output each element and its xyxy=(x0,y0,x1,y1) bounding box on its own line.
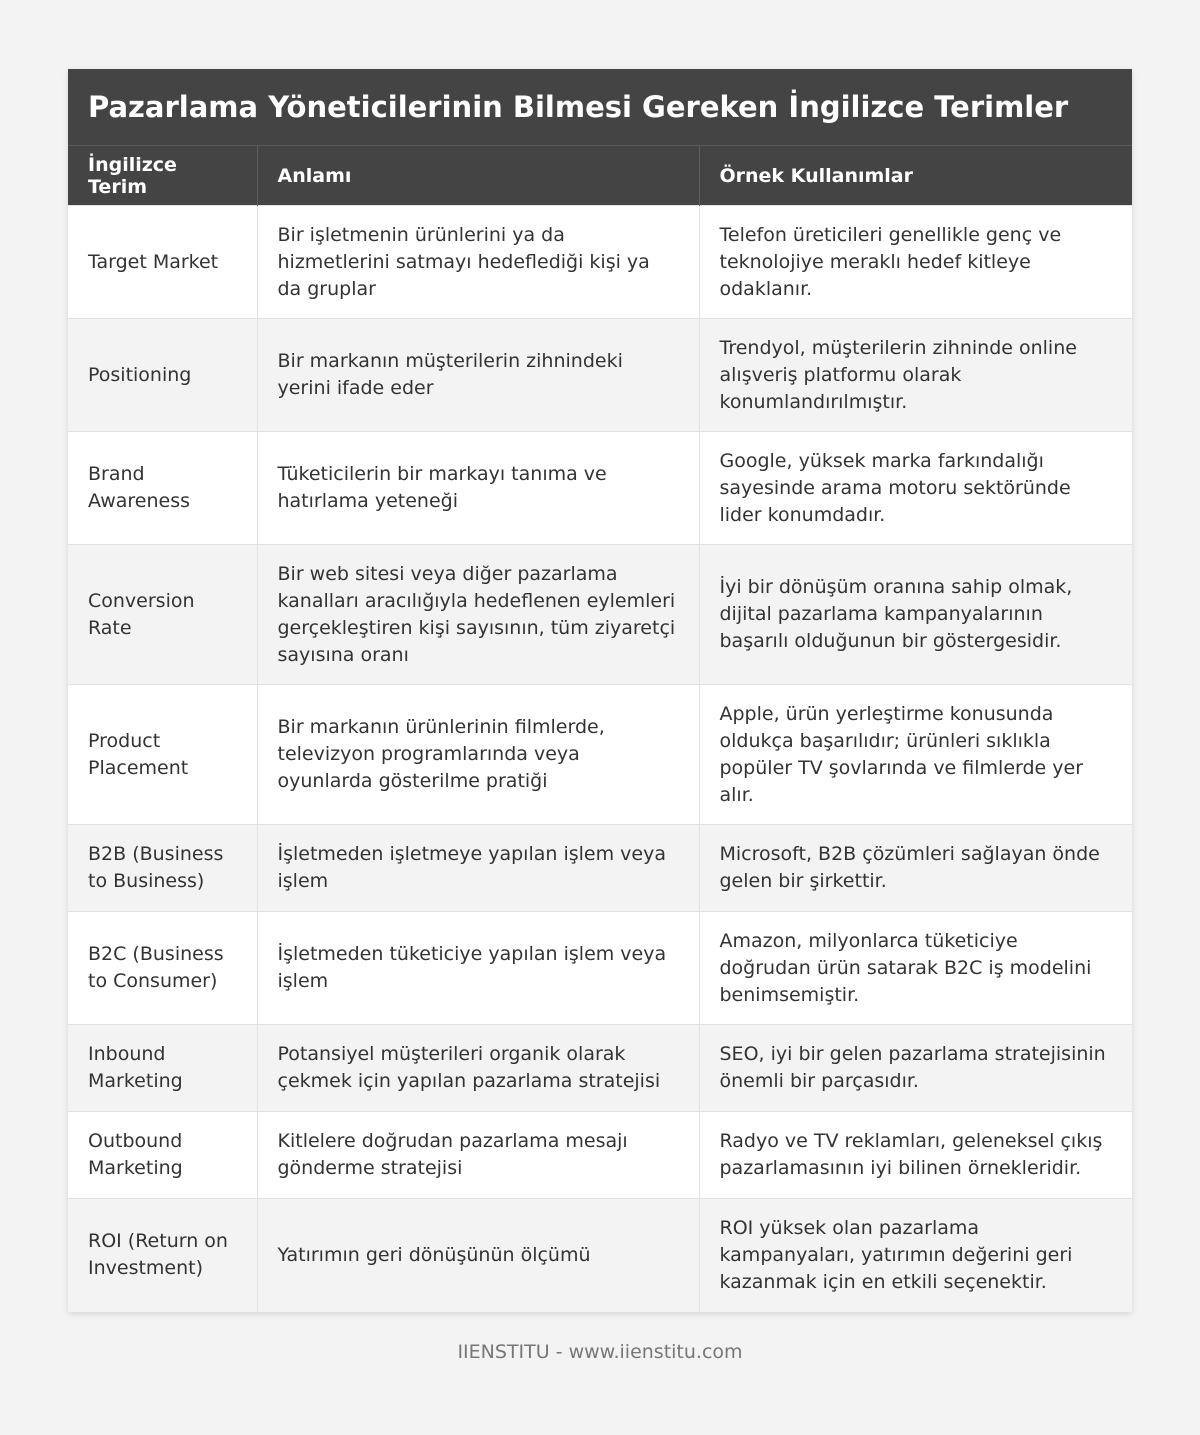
table-row xyxy=(68,545,1132,685)
column-header-example: Örnek Kullanımlar xyxy=(699,146,1132,206)
table-row xyxy=(68,1199,1132,1312)
meaning-cell: Potansiyel müşterileri organik olarak çekmek için yapılan pazarlama stratejisi xyxy=(257,1025,699,1112)
terms-table xyxy=(68,146,1132,1312)
table-row xyxy=(68,432,1132,545)
page-title: Pazarlama Yöneticilerinin Bilmesi Gereken İngilizce Terimler xyxy=(88,90,1069,124)
meaning-cell: İşletmeden tüketiciye yapılan işlem veya işlem xyxy=(257,912,699,1025)
header-row xyxy=(68,146,1132,206)
table-row xyxy=(68,1025,1132,1112)
table-row xyxy=(68,319,1132,432)
example-cell: Apple, ürün yerleştirme konusunda oldukça başarılıdır; ürünleri sıklıkla popüler TV şovlarında ve filmlerde yer alır. xyxy=(699,685,1132,825)
meaning-cell: Bir işletmenin ürünlerini ya da hizmetlerini satmayı hedeflediği kişi ya da gruplar xyxy=(257,206,699,319)
term-cell: Outbound Marketing xyxy=(68,1112,257,1199)
meaning-cell: Bir markanın ürünlerinin filmlerde, televizyon programlarında veya oyunlarda gösterilme pratiği xyxy=(257,685,699,825)
meaning-cell: Tüketicilerin bir markayı tanıma ve hatırlama yeteneği xyxy=(257,432,699,545)
example-cell: İyi bir dönüşüm oranına sahip olmak, dijital pazarlama kampanyalarının başarılı olduğunun bir göstergesidir. xyxy=(699,545,1132,685)
term-cell: Product Placement xyxy=(68,685,257,825)
table-row xyxy=(68,206,1132,319)
term-cell: Brand Awareness xyxy=(68,432,257,545)
example-cell: Trendyol, müşterilerin zihninde online alışveriş platformu olarak konumlandırılmıştır. xyxy=(699,319,1132,432)
table-row xyxy=(68,685,1132,825)
meaning-cell: Bir markanın müşterilerin zihnindeki yerini ifade eder xyxy=(257,319,699,432)
example-cell: Google, yüksek marka farkındalığı sayesinde arama motoru sektöründe lider konumdadır. xyxy=(699,432,1132,545)
table-row xyxy=(68,825,1132,912)
example-cell: ROI yüksek olan pazarlama kampanyaları, yatırımın değerini geri kazanmak için en etkili seçenektir. xyxy=(699,1199,1132,1312)
footer-credit: IIENSTITU - www.iienstitu.com xyxy=(457,1341,743,1363)
meaning-cell: İşletmeden işletmeye yapılan işlem veya işlem xyxy=(257,825,699,912)
example-cell: Amazon, milyonlarca tüketiciye doğrudan ürün satarak B2C iş modelini benimsemiştir. xyxy=(699,912,1132,1025)
example-cell: Telefon üreticileri genellikle genç ve teknolojiye meraklı hedef kitleye odaklanır. xyxy=(699,206,1132,319)
meaning-cell: Bir web sitesi veya diğer pazarlama kanalları aracılığıyla hedeflenen eylemleri gerçekleştiren kişi sayısının, tüm ziyaretçi sayısına oranı xyxy=(257,545,699,685)
column-header-meaning: Anlamı xyxy=(257,146,699,206)
column-header-term: İngilizce Terim xyxy=(68,146,257,206)
table-body xyxy=(68,206,1132,1312)
term-cell: B2B (Business to Business) xyxy=(68,825,257,912)
title-bar xyxy=(68,69,1132,146)
term-cell: Target Market xyxy=(68,206,257,319)
term-cell: Conversion Rate xyxy=(68,545,257,685)
example-cell: Radyo ve TV reklamları, geleneksel çıkış pazarlamasının iyi bilinen örnekleridir. xyxy=(699,1112,1132,1199)
terms-card xyxy=(68,69,1132,1312)
example-cell: SEO, iyi bir gelen pazarlama stratejisinin önemli bir parçasıdır. xyxy=(699,1025,1132,1112)
term-cell: Positioning xyxy=(68,319,257,432)
meaning-cell: Yatırımın geri dönüşünün ölçümü xyxy=(257,1199,699,1312)
term-cell: Inbound Marketing xyxy=(68,1025,257,1112)
term-cell: B2C (Business to Consumer) xyxy=(68,912,257,1025)
table-row xyxy=(68,912,1132,1025)
table-header xyxy=(68,146,1132,206)
table-row xyxy=(68,1112,1132,1199)
term-cell: ROI (Return on Investment) xyxy=(68,1199,257,1312)
meaning-cell: Kitlelere doğrudan pazarlama mesajı gönderme stratejisi xyxy=(257,1112,699,1199)
example-cell: Microsoft, B2B çözümleri sağlayan önde gelen bir şirkettir. xyxy=(699,825,1132,912)
